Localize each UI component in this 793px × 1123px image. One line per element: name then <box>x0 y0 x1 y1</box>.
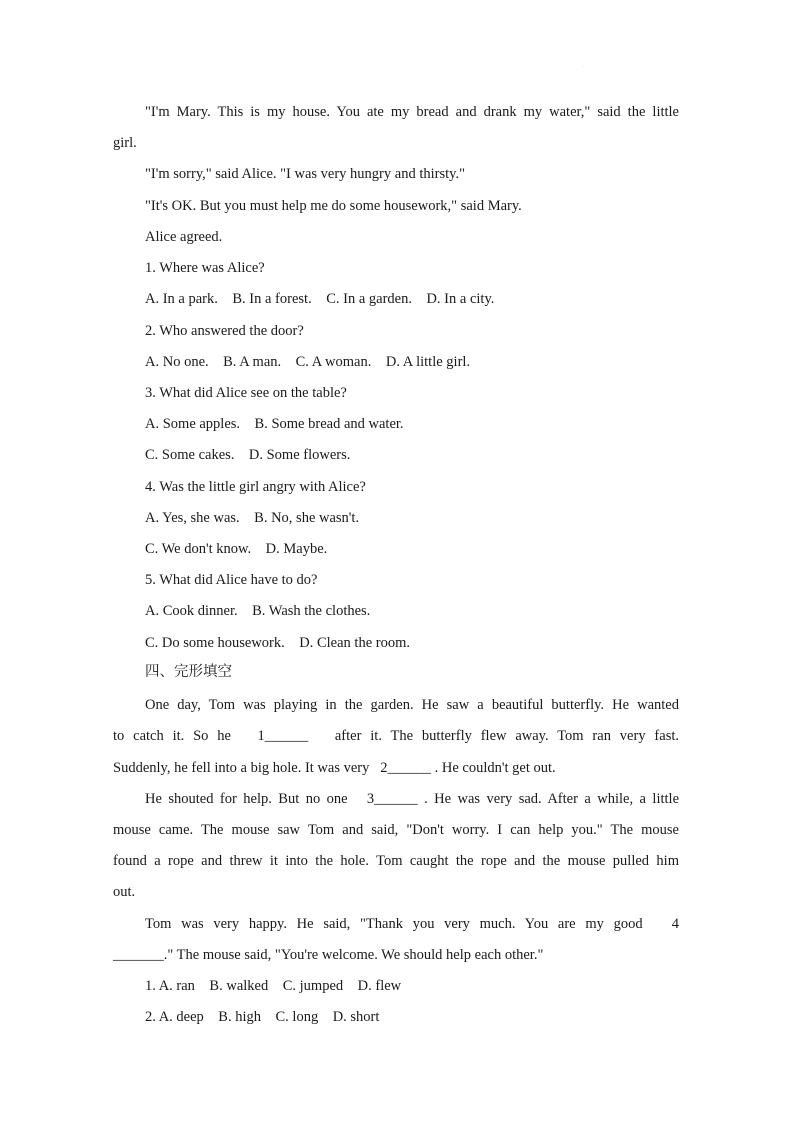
story-line: Alice agreed. <box>145 229 223 245</box>
cloze-line: Tom was very happy. He said, "Thank you very much. You are my good 4 <box>145 916 679 932</box>
story-line: girl. <box>113 135 137 151</box>
cloze-line: One day, Tom was playing in the garden. He saw a beautiful butterfly. He wanted <box>145 697 679 713</box>
question: 5. What did Alice have to do? <box>145 572 318 588</box>
story-line: "It's OK. But you must help me do some housework," said Mary. <box>145 198 522 214</box>
answer-options: A. Some apples. B. Some bread and water. <box>145 416 404 432</box>
question: 2. Who answered the door? <box>145 323 304 339</box>
question: 4. Was the little girl angry with Alice? <box>145 479 366 495</box>
cloze-line: to catch it. So he 1______ after it. The butterfly flew away. Tom ran very fast. <box>113 728 679 744</box>
cloze-line: Suddenly, he fell into a big hole. It was very 2______ . He couldn't get out. <box>113 760 556 776</box>
cloze-line: _______." The mouse said, "You're welcome. We should help each other." <box>113 947 544 963</box>
story-line: "I'm sorry," said Alice. "I was very hungry and thirsty." <box>145 166 465 182</box>
answer-options: A. No one. B. A man. C. A woman. D. A little girl. <box>145 354 471 370</box>
answer-options: C. We don't know. D. Maybe. <box>145 541 328 557</box>
section-heading: 四、完形填空 <box>145 664 232 680</box>
answer-options: A. Yes, she was. B. No, she wasn't. <box>145 510 360 526</box>
story-line: "I'm Mary. This is my house. You ate my bread and drank my water," said the little <box>145 104 679 120</box>
answer-options: C. Do some housework. D. Clean the room. <box>145 635 410 651</box>
cloze-line: He shouted for help. But no one 3______ . He was very sad. After a while, a little <box>145 791 679 807</box>
answer-options: C. Some cakes. D. Some flowers. <box>145 447 351 463</box>
page-mark: · <box>582 64 584 70</box>
cloze-options: 2. A. deep B. high C. long D. short <box>145 1009 380 1025</box>
cloze-line: found a rope and threw it into the hole. Tom caught the rope and the mouse pulled him <box>113 853 679 869</box>
cloze-options: 1. A. ran B. walked C. jumped D. flew <box>145 978 402 994</box>
question: 1. Where was Alice? <box>145 260 265 276</box>
cloze-line: out. <box>113 884 136 900</box>
answer-options: A. Cook dinner. B. Wash the clothes. <box>145 603 371 619</box>
question: 3. What did Alice see on the table? <box>145 385 347 401</box>
cloze-line: mouse came. The mouse saw Tom and said, "Don't worry. I can help you." The mouse <box>113 822 679 838</box>
answer-options: A. In a park. B. In a forest. C. In a garden. D. In a city. <box>145 291 495 307</box>
